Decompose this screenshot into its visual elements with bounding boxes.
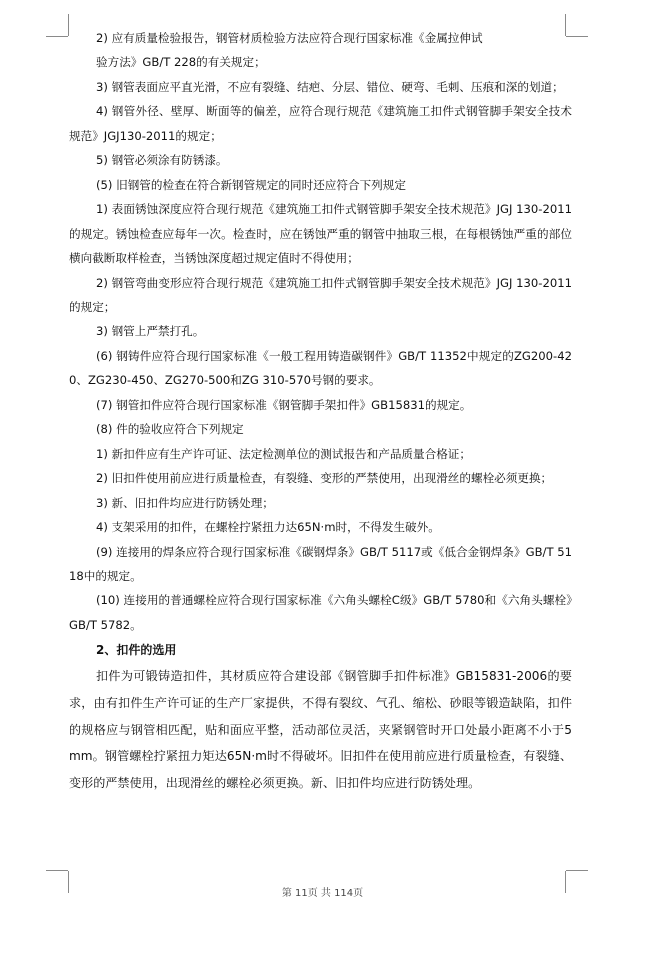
crop-mark-bottom-right-horizontal — [566, 870, 588, 871]
paragraph: 5) 钢管必须涂有防锈漆。 — [96, 153, 228, 168]
paragraph: 2) 旧扣件使用前应进行质量检查，有裂缝、变形的严禁使用，出现滑丝的螺栓必须更换； — [96, 471, 553, 486]
section-heading: 2、扣件的选用 — [96, 643, 177, 658]
paragraph: 1) 表面锈蚀深度应符合现行规范《建筑施工扣件式钢管脚手架安全技术规范》JGJ 130-2011的规定。锈蚀检查应每年一次。检查时，应在锈蚀严重的钢管中抽取三根，在每根锈蚀严重的部位横向截断取样检查，当锈蚀深度超过规定值时不得使用； — [69, 202, 572, 266]
paragraph: 2) 钢管弯曲变形应符合现行规范《建筑施工扣件式钢管脚手架安全技术规范》JGJ 130-2011的规定； — [69, 275, 572, 314]
paragraph: (8) 件的验收应符合下列规定 — [96, 422, 244, 437]
paragraph: 1) 新扣件应有生产许可证、法定检测单位的测试报告和产品质量合格证； — [96, 446, 471, 461]
paragraph: 验方法》GB/T 228的有关规定； — [96, 55, 266, 70]
document-body — [69, 26, 572, 796]
paragraph: (6) 钢铸件应符合现行国家标准《一般工程用铸造碳钢件》GB/T 11352中规定的ZG200-420、ZG230-450、ZG270-500和ZG 310-570号钢的要求。 — [69, 348, 572, 388]
section-body: 扣件为可锻铸造扣件，其材质应符合建设部《钢管脚手扣件标准》GB15831-2006的要求，由有扣件生产许可证的生产厂家提供，不得有裂纹、气孔、缩松、砂眼等锻造缺陷，扣件的规格应与钢管相匹配，贴和面应平整，活动部位灵活，夹紧钢管时开口处最小距离不小于5mm。钢管螺栓拧紧扭力矩达65N·m时不得破坏。旧扣件在使用前应进行质量检查，有裂缝、变形的严禁使用，出现滑丝的螺栓必须更换。新、旧扣件均应进行防锈处理。 — [69, 669, 572, 790]
paragraph: (7) 钢管扣件应符合现行国家标准《钢管脚手架扣件》GB15831的规定。 — [96, 397, 472, 412]
paragraph: 4) 钢管外径、壁厚、断面等的偏差，应符合现行规范《建筑施工扣件式钢管脚手架安全技术规范》JGJ130-2011的规定； — [69, 104, 572, 143]
paragraph: 3) 钢管上严禁打孔。 — [96, 324, 205, 339]
paragraph: 3) 新、旧扣件均应进行防锈处理； — [96, 495, 274, 510]
paragraph: (10) 连接用的普通螺栓应符合现行国家标准《六角头螺栓C级》GB/T 5780和《六角头螺栓》GB/T 5782。 — [69, 593, 572, 632]
paragraph: (9) 连接用的焊条应符合现行国家标准《碳钢焊条》GB/T 5117或《低合金钢焊条》GB/T 5118中的规定。 — [69, 544, 572, 583]
page-footer: 第 11页 共 114页 — [281, 888, 364, 899]
paragraph: 2) 应有质量检验报告，钢管材质检验方法应符合现行国家标准《金属拉伸试 — [96, 31, 483, 45]
paragraph: 4) 支架采用的扣件，在螺栓拧紧扭力达65N·m时，不得发生破外。 — [96, 520, 440, 535]
crop-mark-bottom-left-horizontal — [46, 870, 68, 871]
crop-mark-top-left-horizontal — [46, 36, 68, 37]
paragraph: (5) 旧钢管的检查在符合新钢管规定的同时还应符合下列规定 — [96, 177, 406, 192]
paragraph: 3) 钢管表面应平直光滑，不应有裂缝、结疤、分层、错位、硬弯、毛刺、压痕和深的划道； — [96, 79, 564, 94]
